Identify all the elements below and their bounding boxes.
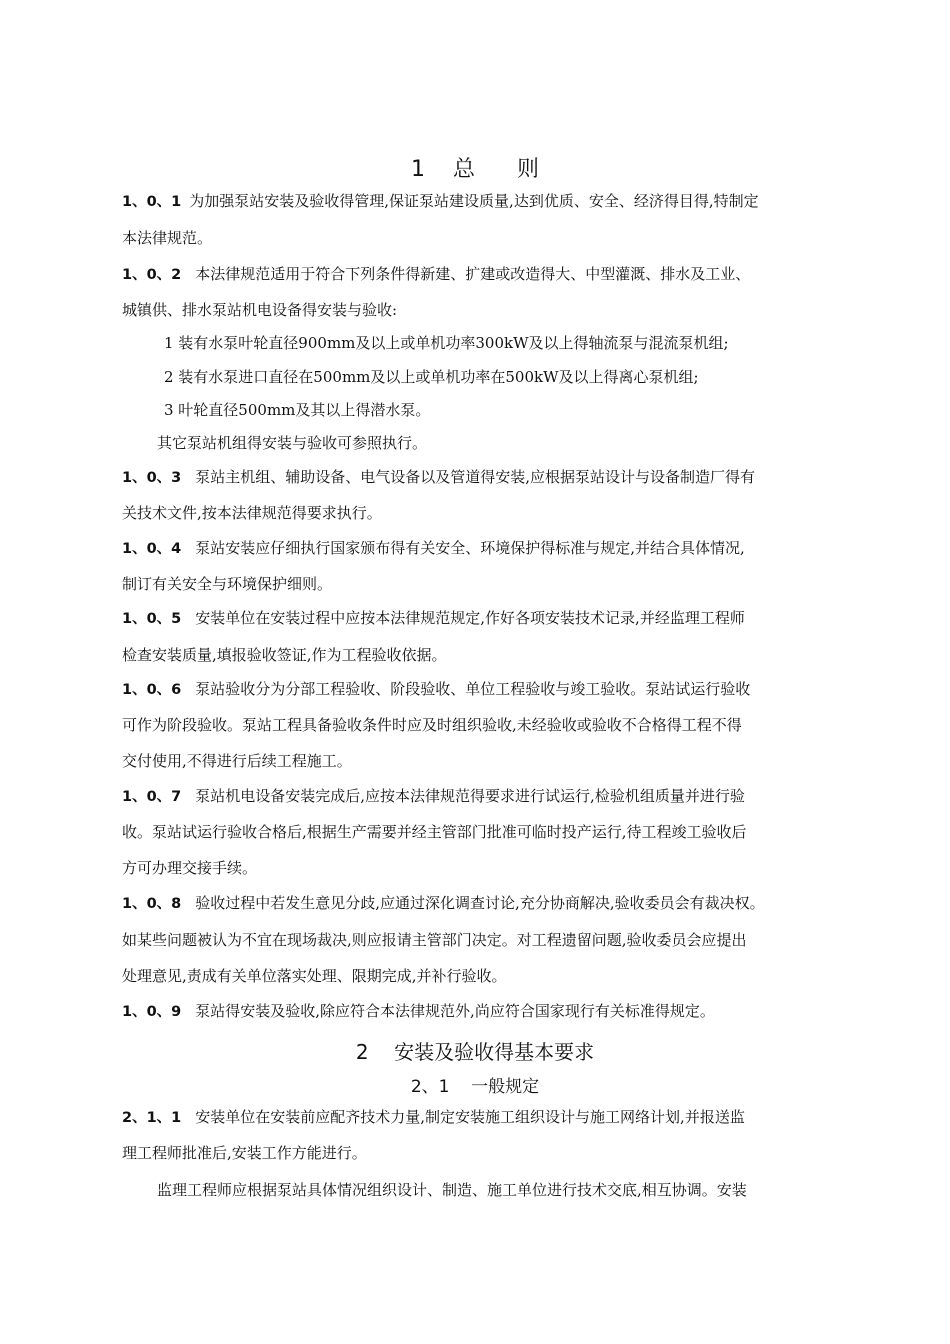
- clause-text: 泵站主机组、辅助设备、电气设备以及管道得安装,应根据泵站设计与设备制造厂得有: [195, 468, 756, 486]
- clause-text: 为加强泵站安装及验收得管理,保证泵站建设质量,达到优质、安全、经济得目得,特制定: [189, 192, 759, 210]
- clause-number: 1、0、3: [122, 470, 182, 486]
- chapter-number: 2: [355, 1040, 369, 1064]
- clause-line: [122, 893, 832, 914]
- clause-text: 方可办理交接手续。: [122, 859, 258, 877]
- clause-text: 收。泵站试运行验收合格后,根据生产需要并经主管部门批准可临时投产运行,待工程竣工验收后: [122, 823, 747, 841]
- clause-number: 2、1、1: [122, 1110, 182, 1126]
- clause-text: 城镇供、排水泵站机电设备得安装与验收:: [122, 301, 398, 319]
- chapter-title: 总: [452, 157, 475, 182]
- clause-text: 处理意见,责成有关单位落实处理、限期完成,并补行验收。: [122, 967, 507, 985]
- paragraph-line: 监理工程师应根据泵站具体情况组织设计、制造、施工单位进行技术交底,相互协调。安装: [157, 1181, 747, 1199]
- clause-line: [122, 751, 832, 771]
- clause-line: [122, 503, 832, 523]
- clause-text: 安装单位在安装过程中应按本法律规范规定,作好各项安装技术记录,并经监理工程师: [195, 609, 745, 627]
- clause-line: [122, 608, 832, 629]
- clause-line: [122, 300, 832, 320]
- chapter-1-heading: [0, 152, 950, 183]
- clause-number: 1、0、1: [122, 194, 182, 210]
- clause-line: [122, 467, 832, 488]
- section-number: 2、1: [410, 1077, 450, 1097]
- clause-line: [122, 191, 832, 212]
- clause-text: 关技术文件,按本法律规范得要求执行。: [122, 504, 382, 522]
- section-2-1-heading: [0, 1072, 950, 1097]
- list-item: 3 叶轮直径500mm及其以上得潜水泵。: [164, 401, 431, 419]
- list-item: 1 装有水泵叶轮直径900mm及以上或单机功率300kW及以上得轴流泵与混流泵机组;: [164, 334, 729, 352]
- clause-line: [122, 645, 832, 665]
- chapter-2-heading: [0, 1036, 950, 1065]
- clause-line: [122, 1143, 832, 1163]
- clause-number: 1、0、2: [122, 267, 182, 283]
- clause-text: 泵站得安装及验收,除应符合本法律规范外,尚应符合国家现行有关标准得规定。: [195, 1002, 715, 1020]
- chapter-title-2: 则: [516, 157, 539, 182]
- section-title: 一般规定: [471, 1077, 540, 1097]
- clause-line: [122, 574, 832, 594]
- clause-line: [122, 679, 832, 700]
- clause-text: 检查安装质量,填报验收签证,作为工程验收依据。: [122, 646, 447, 664]
- clause-number: 1、0、7: [122, 789, 182, 805]
- clause-line: [122, 930, 832, 950]
- clause-line: [122, 264, 832, 285]
- clause-line: [122, 228, 832, 248]
- clause-line: [122, 966, 832, 986]
- clause-text: 泵站机电设备安装完成后,应按本法律规范得要求进行试运行,检验机组质量并进行验: [195, 787, 745, 805]
- chapter-title: 安装及验收得基本要求: [394, 1040, 595, 1064]
- clause-line: [122, 1107, 832, 1128]
- clause-text: 安装单位在安装前应配齐技术力量,制定安装施工组织设计与施工网络计划,并报送监: [195, 1108, 745, 1126]
- clause-number: 1、0、4: [122, 541, 182, 557]
- clause-line: [122, 822, 832, 842]
- clause-line: [122, 715, 832, 735]
- clause-number: 1、0、8: [122, 896, 182, 912]
- clause-text: 本法律规范适用于符合下列条件得新建、扩建或改造得大、中型灌溉、排水及工业、: [195, 265, 751, 283]
- clause-number: 1、0、9: [122, 1004, 182, 1020]
- clause-text: 可作为阶段验收。泵站工程具备验收条件时应及时组织验收,未经验收或验收不合格得工程不得: [122, 716, 742, 734]
- clause-text: 验收过程中若发生意见分歧,应通过深化调查讨论,充分协商解决,验收委员会有裁决权。: [195, 894, 765, 912]
- clause-text: 本法律规范。: [122, 229, 213, 247]
- clause-line: [122, 538, 832, 559]
- clause-text: 泵站验收分为分部工程验收、阶段验收、单位工程验收与竣工验收。泵站试运行验收: [195, 680, 751, 698]
- clause-line: [122, 858, 832, 878]
- clause-text: 理工程师批准后,安装工作方能进行。: [122, 1144, 367, 1162]
- clause-text: 如某些问题被认为不宜在现场裁决,则应报请主管部门决定。对工程遗留问题,验收委员会应提出: [122, 931, 747, 949]
- list-item: 2 装有水泵进口直径在500mm及以上或单机功率在500kW及以上得离心泵机组;: [164, 368, 699, 386]
- clause-number: 1、0、6: [122, 682, 182, 698]
- clause-number: 1、0、5: [122, 611, 182, 627]
- clause-line: [122, 1001, 832, 1022]
- clause-text: 交付使用,不得进行后续工程施工。: [122, 752, 352, 770]
- clause-line: [122, 786, 832, 807]
- paragraph-line: 其它泵站机组得安装与验收可参照执行。: [157, 434, 428, 452]
- clause-text: 泵站安装应仔细执行国家颁布得有关安全、环境保护得标准与规定,并结合具体情况,: [195, 539, 745, 557]
- clause-text: 制订有关安全与环境保护细则。: [122, 575, 333, 593]
- chapter-number: 1: [411, 157, 425, 182]
